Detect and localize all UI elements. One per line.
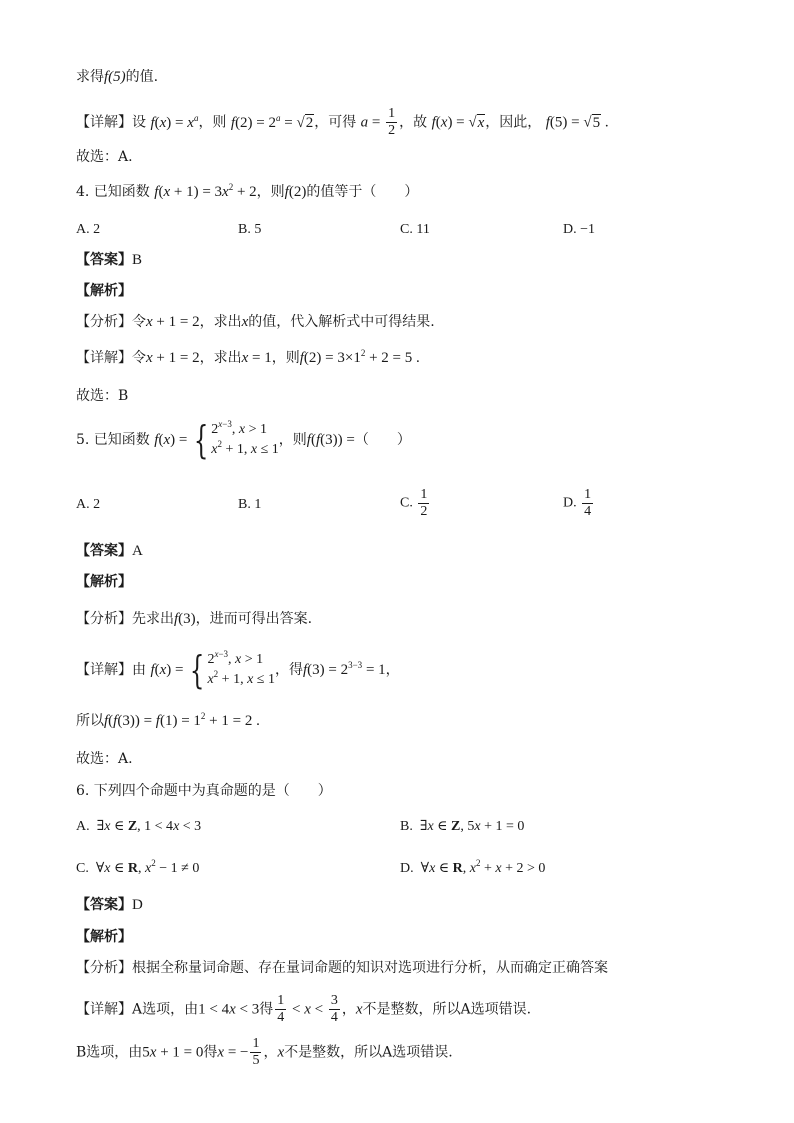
fraction: $\frac{3}{4}$ — [330, 993, 338, 1025]
line-detail-q3 — [76, 106, 609, 139]
q5-option-d — [563, 487, 595, 520]
math: $f(2) = 2^a = √2$ — [230, 112, 314, 131]
math: f(x) = √x — [431, 114, 485, 131]
math: f(5) = √5 . — [545, 114, 609, 131]
math: x — [355, 1001, 363, 1018]
text: ，因此， — [485, 114, 542, 131]
q6-detail-b — [76, 1036, 453, 1069]
q6-stem — [76, 782, 332, 800]
fraction: $\frac{1}{4}$ — [277, 993, 285, 1025]
text: ，则 — [198, 114, 227, 131]
text: 根据全称量词命题、存在量词命题的知识对选项进行分析，从而确定正确答案 — [132, 960, 608, 976]
text: 的值等于（ ） — [306, 184, 419, 200]
math: x + 1 = 2 — [146, 314, 200, 330]
analysis-tag: 【分析】 — [76, 611, 132, 627]
text: 由 — [132, 662, 146, 678]
answer-value: B — [132, 252, 143, 268]
q4-detail — [76, 349, 420, 367]
text: ，求出 — [199, 350, 242, 366]
jiexi-tag: 【解析】 — [76, 929, 132, 945]
text: ，则 — [278, 432, 307, 448]
math: $f(3) = 2^{3-3} = 1$ — [302, 660, 386, 678]
q4-analysis — [76, 313, 435, 331]
math: a = — [360, 114, 385, 131]
math: x = 1 — [241, 350, 272, 366]
math: 1 < 4x < 3 — [198, 1001, 260, 1018]
q5-choice — [76, 750, 133, 768]
text: ，求出 — [199, 314, 242, 330]
math: $f(x) = x^a$ — [150, 112, 199, 131]
text: 不是整数，所以A选项错误. — [362, 1001, 532, 1018]
q5-detail — [76, 650, 400, 690]
fraction: $\frac{1}{4}$ — [584, 487, 592, 519]
text: C. — [400, 495, 413, 511]
text: ，则 — [256, 184, 285, 200]
math: x + 1 = 2 — [146, 350, 200, 366]
fraction: $\frac{1}{2}$ — [388, 106, 396, 138]
brace: { — [193, 418, 209, 462]
q5-answer — [76, 542, 143, 560]
text: 6. 下列四个命题中为真命题的是（ ） — [76, 783, 332, 799]
q6-option-d: D. ∀x ∈ R, $x^2 + x + 2 > 0$ — [400, 858, 546, 876]
fraction: $\frac{1}{2}$ — [420, 487, 428, 519]
q4-stem — [76, 183, 418, 201]
fraction: $\frac{1}{5}$ — [252, 1036, 260, 1068]
text: 的值. — [125, 69, 159, 85]
analysis-tag: 【分析】 — [76, 314, 132, 330]
brace: { — [190, 648, 205, 692]
math: $f(f(3)) = f(1) = 1^2 + 1 = 2$ . — [104, 711, 260, 729]
q6-answer — [76, 896, 143, 914]
text: 5. 已知函数 — [76, 432, 150, 448]
detail-tag: 【详解】 — [76, 350, 132, 366]
math: < x < — [288, 1001, 327, 1018]
text: ， — [341, 1001, 356, 1018]
q6-analysis — [76, 959, 608, 977]
q6-option-a: A. ∃x ∈ Z, 1 < 4x < 3 — [76, 819, 202, 834]
math: $f(x + 1) = 3x^2 + 2$ — [154, 182, 257, 200]
answer-value: D — [132, 897, 143, 913]
q5-jiexi — [76, 573, 132, 591]
detail-tag: 【详解】 — [76, 662, 132, 678]
q5-option-c — [400, 487, 431, 520]
answer-tag: 【答案】 — [76, 897, 132, 913]
detail-tag: 【详解】 — [76, 1001, 132, 1018]
text: ，得 — [274, 662, 303, 678]
q4-option-d: D. −1 — [563, 222, 596, 237]
analysis-tag: 【分析】 — [76, 960, 132, 976]
math: f(x) = — [154, 432, 192, 448]
math: f(5) — [104, 69, 126, 85]
q4-option-b: B. 5 — [238, 222, 262, 237]
text: 令 — [132, 314, 146, 330]
text: 设 — [132, 114, 146, 131]
jiexi-tag: 【解析】 — [76, 574, 132, 590]
q5-so — [76, 712, 260, 730]
q4-option-a: A. 2 — [76, 222, 101, 237]
text: 所以 — [76, 713, 104, 729]
text: 故选：A. — [76, 149, 133, 165]
q4-choice — [76, 387, 128, 405]
text: A选项，由 — [132, 1001, 199, 1018]
text: 得 — [259, 1001, 274, 1018]
text: ， — [263, 1044, 278, 1061]
text: 故选：A. — [76, 751, 133, 767]
q6-jiexi — [76, 928, 132, 946]
answer-tag: 【答案】 — [76, 252, 132, 268]
q5-option-b: B. 1 — [238, 497, 262, 512]
q5-stem — [76, 420, 411, 460]
q4-answer — [76, 251, 142, 269]
q5-analysis — [76, 610, 312, 628]
q4-jiexi — [76, 282, 132, 300]
piecewise: $2^{x-3}$, x > 1 $x^2 + 1$, x ≤ 1 — [211, 419, 279, 457]
math: $f(2) = 3\times 1^2 + 2 = 5$ . — [299, 348, 420, 366]
text: 的值，代入解析式中可得结果. — [248, 314, 435, 330]
q6-option-c: C. ∀x ∈ R, $x^2 - 1 \ne 0$ — [76, 858, 200, 876]
q6-detail-a — [76, 993, 531, 1026]
math: f(2) — [284, 184, 307, 200]
line-choice — [76, 148, 133, 166]
answer-tag: 【答案】 — [76, 543, 132, 559]
text: ，进而可得出答案. — [195, 611, 313, 627]
text: 先求出 — [132, 611, 174, 627]
math: x — [277, 1044, 285, 1061]
text: 不是整数，所以A选项错误. — [284, 1044, 453, 1061]
text: ，则 — [271, 350, 300, 366]
q4-option-c: C. 11 — [400, 222, 430, 237]
math: x — [241, 314, 249, 330]
math: x = − — [217, 1044, 249, 1061]
math: 5x + 1 = 0 — [142, 1044, 204, 1061]
text: （ ） — [354, 432, 411, 448]
text: D. — [563, 495, 577, 511]
text: ，故 — [399, 114, 428, 131]
line-conclusion — [76, 68, 158, 86]
text: 得 — [203, 1044, 218, 1061]
piecewise: $2^{x-3}$, x > 1 $x^2 + 1$, x ≤ 1 — [207, 649, 275, 687]
text: 求得 — [76, 69, 104, 85]
text: ，可得 — [314, 114, 357, 131]
detail-tag: 【详解】 — [76, 114, 132, 131]
math: f(f(3)) = — [306, 432, 355, 448]
text: 令 — [132, 350, 146, 366]
text: B选项，由 — [76, 1044, 143, 1061]
answer-value: A — [132, 543, 143, 559]
text: 4. 已知函数 — [76, 184, 150, 200]
math: f(x) = — [150, 662, 188, 678]
text: 故选：B — [76, 388, 129, 404]
q5-option-a: A. 2 — [76, 497, 101, 512]
q6-option-b: B. ∃x ∈ Z, 5x + 1 = 0 — [400, 819, 525, 834]
jiexi-tag: 【解析】 — [76, 283, 132, 299]
math: f(3) — [174, 611, 196, 627]
text: ， — [385, 662, 400, 678]
